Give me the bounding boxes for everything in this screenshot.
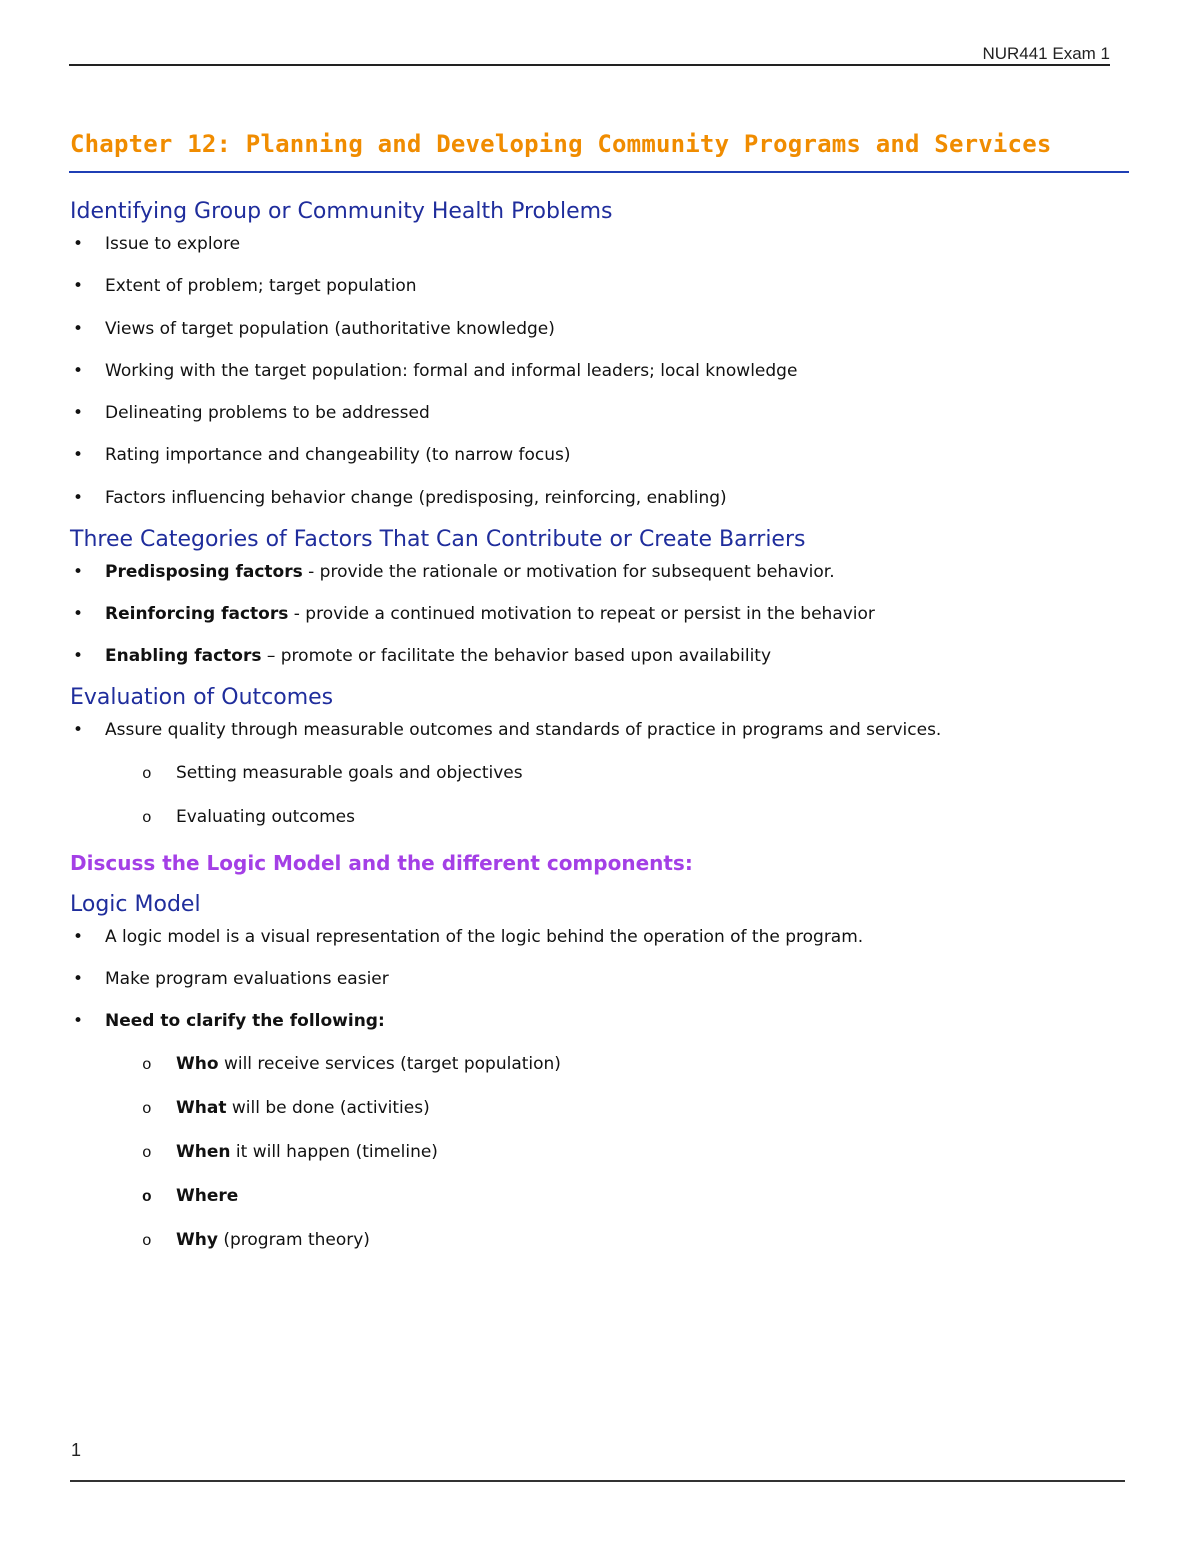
term-label: What (176, 1097, 227, 1118)
sub-bullet-icon: o (142, 808, 152, 827)
chapter-title: Chapter 12: Planning and Developing Community Programs and Services (70, 130, 1052, 158)
term-label: Reinforcing factors (105, 604, 289, 625)
list-item: • Working with the target population: formal and informal leaders; local knowledge (73, 360, 798, 381)
list-item: • Extent of problem; target population (73, 276, 417, 297)
bullet-icon: • (73, 360, 84, 381)
list-item: • Make program evaluations easier (73, 968, 389, 989)
list-item: • Views of target population (authoritative knowledge) (73, 318, 555, 339)
bullet-icon: • (73, 604, 84, 625)
list-item: • Factors influencing behavior change (predisposing, reinforcing, enabling) (73, 487, 727, 508)
header-divider (69, 64, 1110, 66)
title-underline (69, 171, 1129, 173)
list-item: • Assure quality through measurable outcomes and standards of practice in programs and services. (73, 720, 942, 741)
bullet-icon: • (73, 926, 84, 947)
sub-bullet-icon: o (142, 1099, 152, 1118)
footer-divider (70, 1480, 1125, 1482)
logic-model-list (70, 925, 1130, 1034)
section-heading-categories: Three Categories of Factors That Can Contribute or Create Barriers (70, 526, 806, 552)
page-number: 1 (71, 1440, 82, 1460)
evaluation-sublist (70, 761, 1130, 829)
logic-model-sublist (70, 1052, 1130, 1252)
identifying-list (70, 232, 1130, 510)
term-label: Predisposing factors (105, 561, 303, 582)
term-label: Why (176, 1229, 218, 1250)
list-item (70, 1009, 1130, 1033)
bullet-icon: • (73, 445, 84, 466)
list-item: • Delineating problems to be addressed (73, 403, 430, 424)
term-label: Enabling factors (105, 646, 262, 667)
evaluation-list (70, 718, 1130, 742)
bullet-icon: • (73, 403, 84, 424)
bullet-icon: • (73, 646, 84, 667)
sub-list-item: o What will be done (activities) (70, 1096, 1130, 1120)
list-item: • Predisposing factors - provide the rationale or motivation for subsequent behavior. (73, 561, 835, 582)
list-item: • Enabling factors – promote or facilitate the behavior based upon availability (73, 646, 772, 667)
bullet-icon: • (73, 318, 84, 339)
bullet-icon: • (73, 1011, 84, 1032)
list-item: • Reinforcing factors - provide a continued motivation to repeat or persist in the behavior (73, 604, 875, 625)
categories-list (70, 560, 1130, 669)
document-body (70, 196, 1130, 1272)
bullet-icon: • (73, 276, 84, 297)
sub-list-item: o When it will happen (timeline) (70, 1140, 1130, 1164)
sub-bullet-icon: o (142, 1231, 152, 1250)
term-label: When (176, 1141, 231, 1162)
sub-bullet-icon: o (142, 1187, 152, 1206)
sub-bullet-icon: o (142, 764, 152, 783)
bullet-icon: • (73, 968, 84, 989)
section-heading-evaluation: Evaluation of Outcomes (70, 685, 334, 711)
sub-bullet-icon: o (142, 1143, 152, 1162)
section-heading-logic-model: Logic Model (70, 891, 201, 917)
running-header: NUR441 Exam 1 (982, 44, 1110, 63)
bullet-icon: • (73, 720, 84, 741)
sub-list-item: o Evaluating outcomes (70, 805, 1130, 829)
list-item: • Rating importance and changeability (to narrow focus) (73, 445, 571, 466)
sub-bullet-icon: o (142, 1055, 152, 1074)
bullet-icon: • (73, 234, 84, 254)
bullet-icon: • (73, 561, 84, 582)
bullet-icon: • (73, 487, 84, 508)
discussion-prompt: Discuss the Logic Model and the different components: (70, 850, 693, 875)
term-label: Who (176, 1053, 219, 1074)
list-item: • Issue to explore (73, 234, 241, 254)
sub-list-item (70, 1184, 1130, 1208)
list-item: • A logic model is a visual representation of the logic behind the operation of the program. (73, 926, 864, 947)
section-heading-identifying: Identifying Group or Community Health Problems (70, 199, 613, 224)
term-label: Where (176, 1185, 239, 1206)
sub-list-item: o Who will receive services (target population) (70, 1052, 1130, 1076)
clarify-label: Need to clarify the following: (105, 1011, 385, 1032)
sub-list-item: o Why (program theory) (70, 1228, 1130, 1252)
sub-list-item: o Setting measurable goals and objectives (70, 761, 1130, 785)
